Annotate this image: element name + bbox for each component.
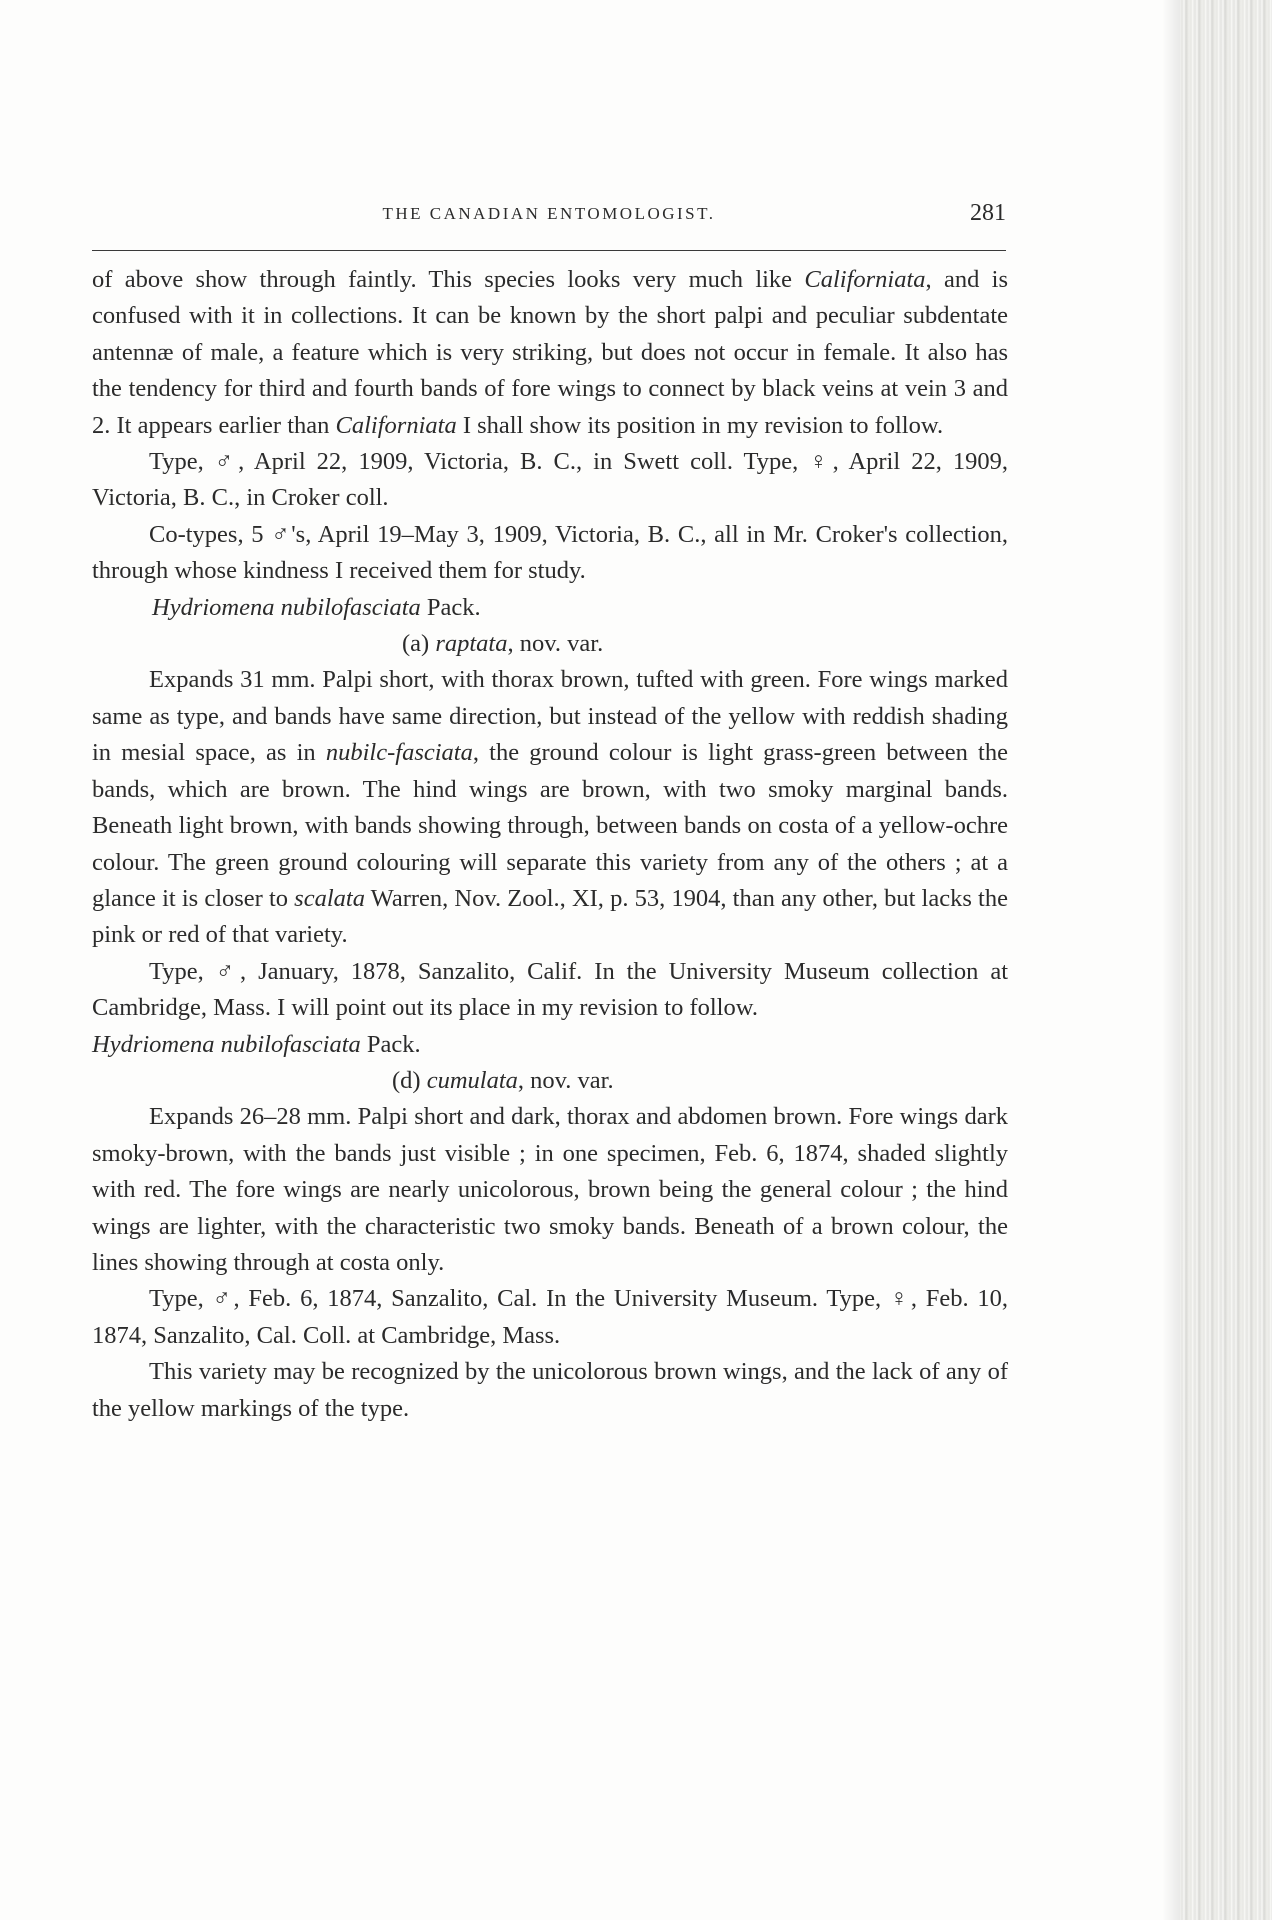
species-heading: Hydriomena nubilofasciata Pack. (92, 1030, 421, 1058)
book-gutter-shadow (1162, 0, 1180, 1920)
paragraph-raptata-description: Expands 31 mm. Palpi short, with thorax brown, tufted with green. Fore wings marked same as type, and bands have same direction, but instead of the yellow with reddish shading in mesial space, as in nubilc-fasciata, the ground colour is light grass-green between the bands, which are brown. The hind wings are brown, with two smoky marginal bands. Beneath light brown, with bands showing through, between bands on costa of a yellow-ochre colour. The green ground colouring will separate this variety from any of the others ; at a glance it is closer to scalata Warren, Nov. Zool., XI, p. 53, 1904, than any other, but lacks the pink or red of that variety. (92, 666, 1008, 949)
running-title: THE CANADIAN ENTOMOLOGIST. (382, 204, 716, 223)
header-rule (92, 250, 1006, 251)
species-heading: Hydriomena nubilofasciata Pack. (152, 593, 481, 621)
paragraph-cotypes: Co-types, 5 ♂'s, April 19–May 3, 1909, Victoria, B. C., all in Mr. Croker's collection, through whose kindness I received them for study. (92, 520, 1009, 585)
paragraph-cumulata-description: Expands 26–28 mm. Palpi short and dark, thorax and abdomen brown. Fore wings dark smoky-brown, with the bands just visible ; in one specimen, Feb. 6, 1874, shaded slightly with red. The fore wings are nearly unicolorous, brown being the general colour ; the hind wings are lighter, with the characteristic two smoky bands. Beneath of a brown colour, the lines showing through at costa only. (92, 1103, 1008, 1276)
book-page-edges (1180, 0, 1272, 1920)
paragraph-cumulata-types: Type, ♂, Feb. 6, 1874, Sanzalito, Cal. In the University Museum. Type, ♀, Feb. 10, 1874, Sanzalito, Cal. Coll. at Cambridge, Mass. (92, 1285, 1009, 1349)
male-symbol: ♂ (214, 448, 239, 476)
body-text (92, 262, 1008, 1427)
variety-heading: (d) cumulata, nov. var. (392, 1066, 614, 1094)
female-symbol: ♀ (889, 1285, 911, 1313)
paragraph-type-records: Type, ♂, April 22, 1909, Victoria, B. C., in Swett coll. Type, ♀, April 22, 1909, Victoria, B. C., in Croker coll. (92, 448, 1008, 512)
female-symbol: ♀ (809, 448, 833, 476)
paragraph-raptata-type: Type, ♂, January, 1878, Sanzalito, Calif. In the University Museum collection at Cambridge, Mass. I will point out its place in my revision to follow. (92, 957, 1009, 1022)
variety-heading: (a) raptata, nov. var. (402, 630, 604, 658)
male-symbol: ♂ (271, 520, 292, 548)
paragraph-cumulata-recognition: This variety may be recognized by the unicolorous brown wings, and the lack of any of the yellow markings of the type. (92, 1358, 1008, 1422)
male-symbol: ♂ (215, 957, 240, 985)
male-symbol: ♂ (212, 1285, 234, 1313)
paragraph-continuation: of above show through faintly. This species looks very much like Californiata, and is confused with it in collections. It can be known by the short palpi and peculiar subdentate antennæ of male, a feature which is very striking, but does not occur in female. It also has the tendency for third and fourth bands of fore wings to connect by black veins at vein 3 and 2. It appears earlier than Californiata I shall show its position in my revision to follow. (92, 266, 1009, 439)
page-header (92, 200, 1006, 234)
page-number: 281 (970, 200, 1006, 226)
